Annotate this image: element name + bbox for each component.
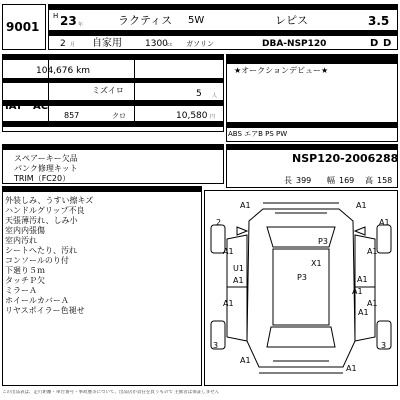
damage-mark-rear-a1: A1	[346, 364, 357, 373]
note-1: 外装しみ、うすい擦キズ	[5, 196, 94, 205]
note-12: リヤスポイラー色褪せ	[5, 306, 85, 315]
note-2: ハンドルグリップ不良	[5, 206, 85, 215]
note-10: ミラーＡ	[5, 286, 37, 295]
notes-strip	[2, 186, 202, 192]
year-value: 23	[60, 14, 77, 28]
spec-strip-4	[2, 121, 224, 127]
damage-mark-left-a1-2: A1	[233, 276, 244, 285]
note-7: コンソールのり付	[5, 256, 69, 265]
damage-mark-right-a1-3: A1	[352, 287, 363, 296]
note-5: 室内汚れ	[5, 236, 37, 245]
chassis-number: NSP120-2006288	[292, 152, 399, 165]
spec-strip-2	[2, 78, 224, 83]
shift-value: IAT	[5, 101, 23, 112]
equipment-list: ABS エアB PS PW	[228, 130, 288, 138]
cc-label: cc	[167, 42, 173, 48]
car-diagram	[205, 191, 397, 385]
capacity-value: 5	[196, 89, 202, 99]
height-label: 高	[365, 176, 373, 185]
interior-grade: D	[370, 38, 379, 49]
note-9: タッチＰ欠	[5, 276, 45, 285]
spec-strip-1	[2, 54, 224, 60]
damage-mark-roof-p3: P3	[318, 237, 328, 246]
damage-mark-lower-a1: A1	[240, 356, 251, 365]
damage-mark-front-a1: A1	[240, 201, 251, 210]
width-label: 幅	[327, 176, 335, 185]
car-diagram-box	[204, 190, 398, 386]
length-value: 399	[296, 176, 312, 185]
damage-mark-corner-2: 2	[216, 218, 222, 227]
damage-mark-center-x1: X1	[311, 259, 322, 268]
fuel-value: ガソリン	[186, 40, 214, 48]
sales-point: ★オークションデビュー★	[234, 66, 329, 75]
damage-mark-left-a1-3: A1	[223, 299, 234, 308]
era-prefix: H	[53, 12, 59, 20]
damage-mark-right-a1-5: A1	[358, 308, 369, 317]
note-4: 室内内張傷	[5, 226, 45, 235]
grade-value: レピス	[275, 14, 308, 27]
chassis-strip	[226, 144, 398, 150]
month-suffix: 月	[70, 42, 76, 48]
footer-text: この出品表は、走行距離・車台番号・事故歴等について、出品店が責任を負うもので 主催者は保証しません	[2, 390, 220, 395]
lot-number-box	[2, 4, 46, 50]
height-value: 158	[377, 176, 393, 185]
spec-divider-2	[134, 54, 135, 122]
price-unit: 円	[210, 114, 216, 120]
sales-strip-2	[226, 59, 398, 64]
damage-mark-corner-3-left: 3	[213, 341, 219, 350]
lot-number: 9001	[6, 20, 40, 34]
model-code: DBA-NSP120	[262, 39, 327, 49]
damage-mark-left-a1-1: A1	[223, 247, 234, 256]
note-11: ホイールカバーＡ	[5, 296, 69, 305]
exterior-grade: D	[383, 38, 392, 49]
damage-mark-right-a1-1: A1	[367, 247, 378, 256]
misc-strip	[2, 144, 224, 150]
note-6: シートへたり、汚れ	[5, 246, 77, 255]
damage-mark-center-p3: P3	[297, 273, 307, 282]
year-suffix: 年	[78, 22, 84, 28]
score-value: 3.5	[368, 14, 390, 28]
car-name: ラクティス	[118, 14, 173, 27]
header-strip-top	[48, 4, 398, 10]
color-code: 857	[64, 111, 80, 120]
length-label: 長	[284, 176, 292, 185]
color-number: クロ	[112, 112, 126, 120]
damage-mark-right-a1-2: A1	[357, 275, 368, 284]
width-value: 169	[339, 176, 355, 185]
color-value: ミズイロ	[92, 86, 124, 95]
damage-mark-corner-3-right: 3	[381, 341, 387, 350]
ac-value: AC	[33, 101, 49, 112]
capacity-unit: 人	[212, 93, 218, 99]
spec-divider	[48, 54, 49, 122]
displacement-value: 1300	[145, 39, 168, 49]
damage-mark-left-u1: U1	[233, 264, 244, 273]
mileage-value: 104,676 km	[36, 66, 91, 76]
damage-mark-front-a1-right: A1	[356, 201, 367, 210]
misc-item-2: パンク修理キット	[14, 164, 78, 173]
equipment-strip	[226, 122, 398, 128]
header-strip-mid	[48, 30, 398, 36]
misc-item-1: スペアーキー欠品	[14, 154, 78, 163]
month-value: 2	[60, 39, 66, 49]
door-type: 5W	[188, 15, 205, 26]
note-3: 天張薄汚れ、しみ小	[5, 216, 78, 225]
usage-value: 自家用	[92, 38, 122, 49]
damage-mark-right-a1-4: A1	[367, 299, 378, 308]
price-value: 10,580	[176, 111, 208, 121]
damage-mark-side-a1: A1	[379, 218, 390, 227]
note-8: 下廻り５ｍ	[5, 266, 45, 275]
misc-item-3: TRIM（FC20）	[14, 174, 71, 183]
